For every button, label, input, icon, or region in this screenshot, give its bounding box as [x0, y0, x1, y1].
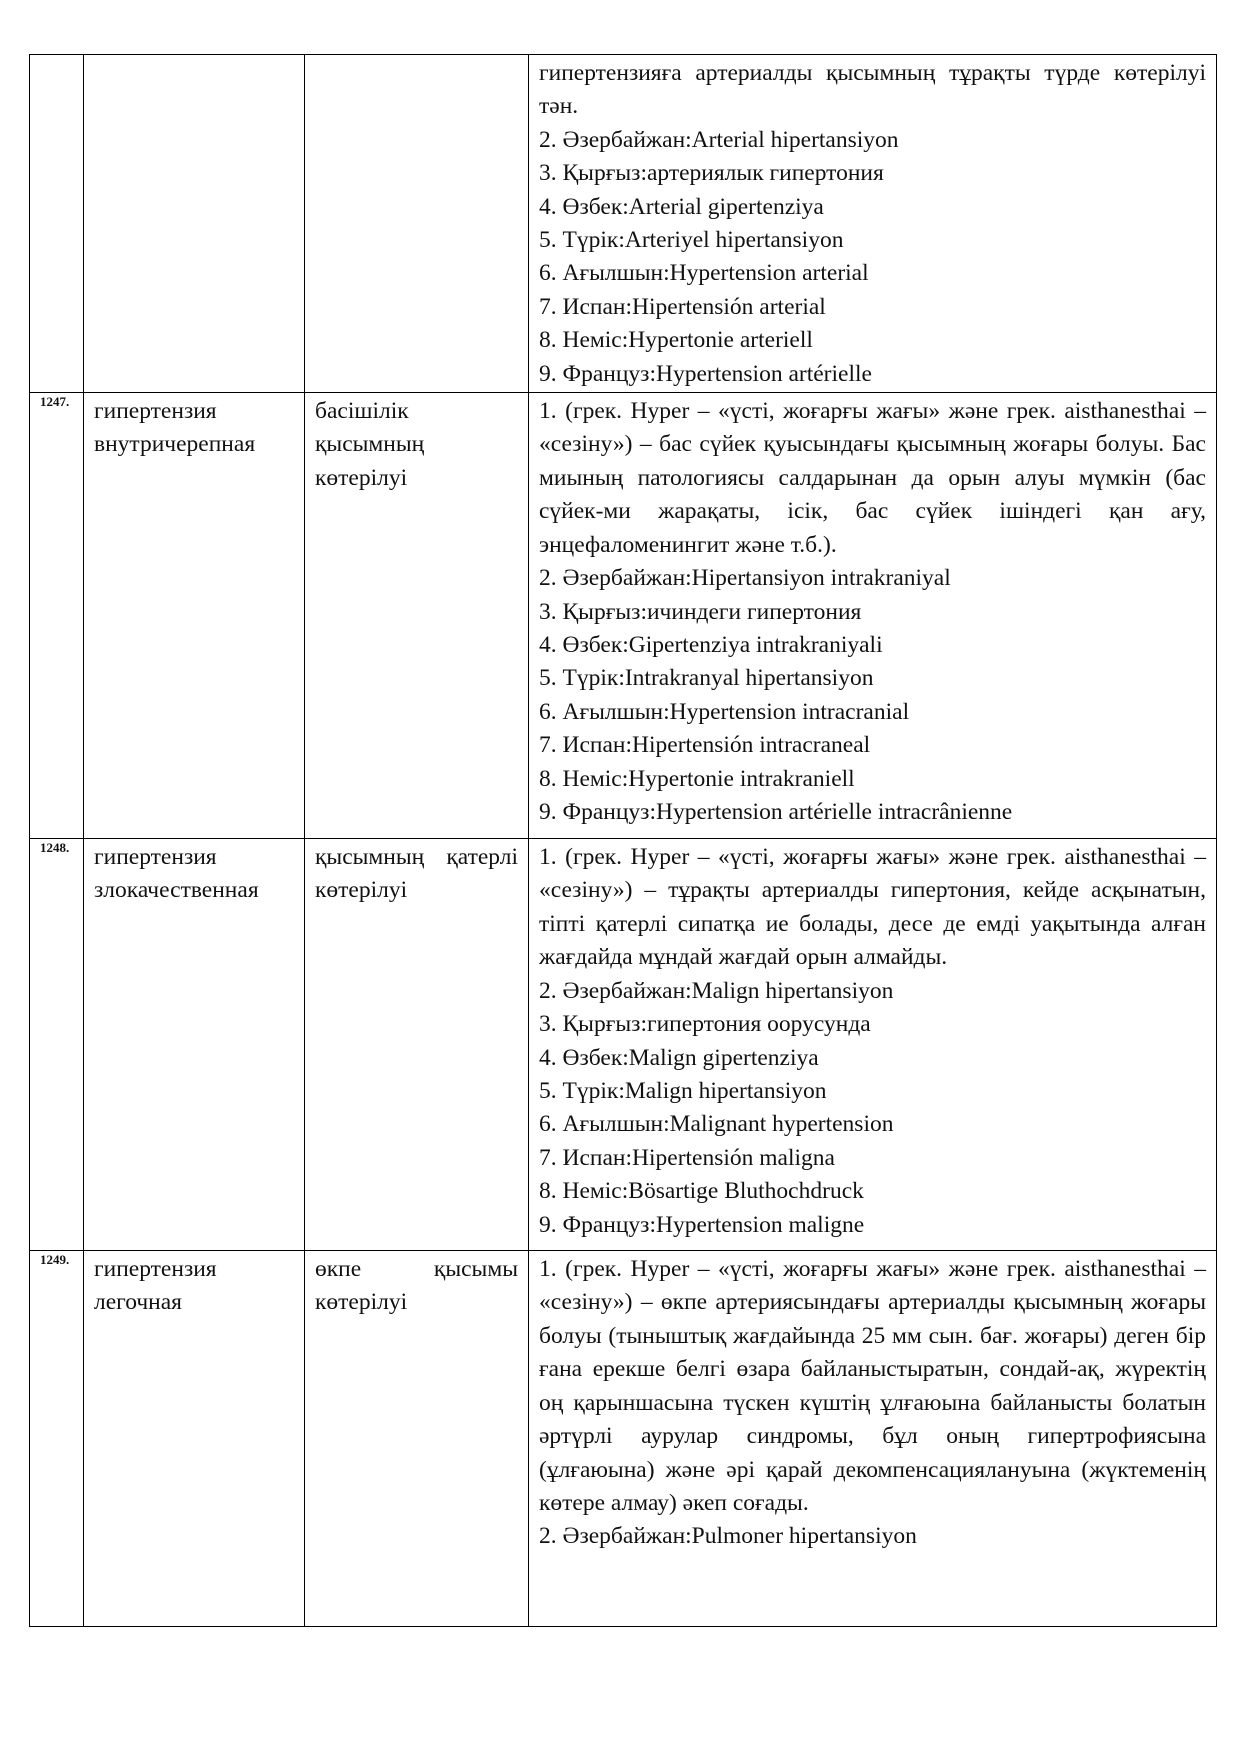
translation-line: 7. Испан:Hipertensión maligna	[539, 1144, 835, 1171]
translation-line: 4. Өзбек:Gipertenziya intrakraniyali	[539, 631, 883, 658]
kazakh-term: өкпе қысымы көтерілуі	[305, 1251, 529, 1627]
translation-line: 4. Өзбек:Arterial gipertenziya	[539, 193, 824, 220]
translation-list	[539, 562, 1206, 829]
translation-language: Түрік	[562, 227, 619, 254]
table-row	[30, 1251, 1217, 1627]
translation-number: 3.	[539, 1011, 557, 1038]
term-table-body	[30, 55, 1217, 1627]
translation-line: 6. Ағылшын:Hypertension intracranial	[539, 698, 910, 725]
definition-text: 1. (грек. Hyper – «үсті, жоғарғы жағы» және грек. aisthanesthai – «сезіну») – тұрақты артериалды гипертония, кейде асқынатын, тіпті қатерлі сипатқа ие болады, десе де емді уақытында алған жағдайда мұндай жағдай орын алмайды.	[539, 844, 1206, 971]
translation-number: 8.	[539, 765, 557, 792]
translation-line: 6. Ағылшын:Hypertension arterial	[539, 260, 869, 287]
kazakh-term: қысымның қатерлі көтерілуі	[305, 839, 529, 1251]
translation-number: 4.	[539, 193, 557, 220]
translation-line: 7. Испан:Hipertensión intracraneal	[539, 732, 871, 759]
dictionary-page	[29, 54, 1216, 1627]
description-cell	[529, 1251, 1217, 1627]
kazakh-term	[305, 55, 529, 393]
translation-language: Испан	[562, 293, 626, 320]
description-cell	[529, 55, 1217, 393]
definition-text: 1. (грек. Hyper – «үсті, жоғарғы жағы» және грек. aisthanesthai – «сезіну») – өкпе артериясындағы артериалды қысымның жоғары болуы (тыныштық жағдайында 25 мм сын. бағ. жоғары) деген бір ғана ерекше белгі өзара байланыстыратын, сондай-ақ, жүректің оң қарыншасына түскен күштің ұлғаюына байланысты болатын әртүрлі аурулар синдромы, бұл оның гипертрофиясына (ұлғаюына) және әрі қарай декомпенсациялануына (жүктеменің көтере алмау) әкеп соғады.	[539, 1256, 1206, 1516]
translation-number: 3.	[539, 598, 557, 625]
translation-language: Өзбек	[562, 193, 623, 220]
translation-value: Intrakranyal hipertansiyon	[624, 665, 874, 692]
translation-value: Arterial hipertansiyon	[691, 126, 899, 153]
translation-value: Hipertensión arterial	[632, 293, 826, 320]
translation-line: 5. Түрік:Intrakranyal hipertansiyon	[539, 665, 874, 692]
entry-number: 1249.	[30, 1251, 84, 1627]
translation-number: 9.	[539, 360, 557, 387]
translation-value: ичиндеги гипертония	[646, 598, 862, 625]
translation-value: Pulmoner hipertansiyon	[691, 1523, 917, 1550]
translation-line: 3. Қырғыз:гипертония оорусунда	[539, 1011, 871, 1038]
translation-language: Өзбек	[562, 1044, 623, 1071]
description-cell	[529, 839, 1217, 1251]
entry-number	[30, 55, 84, 393]
translation-language: Испан	[562, 732, 626, 759]
definition-text: 1. (грек. Hyper – «үсті, жоғарғы жағы» және грек. aisthanesthai – «сезіну») – бас сүйек қуысындағы қысымның жоғары болуы. Бас миының патологиясы салдарынан да орын алуы мүмкін (бас сүйек-ми жарақаты, ісік, бас сүйек ішіндегі қан ағу, энцефаломенингит және т.б.).	[539, 398, 1206, 558]
translation-number: 2.	[539, 565, 557, 592]
translation-language: Неміс	[562, 1178, 622, 1205]
definition-text: гипертензияға артериалды қысымның тұрақты түрде көтерілуі тән.	[539, 60, 1206, 120]
translation-value: Hypertension artérielle	[655, 360, 872, 387]
translation-line: 3. Қырғыз:артериялык гипертония	[539, 160, 884, 187]
entry-number: 1247.	[30, 393, 84, 839]
table-row	[30, 55, 1217, 393]
translation-language: Ағылшын	[562, 1111, 664, 1138]
translation-value: Hypertonie arteriell	[628, 327, 813, 354]
translation-value: Hypertonie intrakraniell	[628, 765, 855, 792]
translation-line: 5. Түрік:Arteriyel hipertansiyon	[539, 227, 844, 254]
translation-language: Француз	[562, 798, 650, 825]
translation-value: Hipertansiyon intrakraniyal	[691, 565, 951, 592]
translation-value: Malign gipertenziya	[628, 1044, 819, 1071]
translation-number: 3.	[539, 160, 557, 187]
translation-number: 8.	[539, 327, 557, 354]
translation-number: 5.	[539, 665, 557, 692]
translation-list	[539, 1520, 1206, 1553]
translation-line: 8. Неміс:Hypertonie arteriell	[539, 327, 813, 354]
translation-number: 6.	[539, 1111, 557, 1138]
translation-value: Bösartige Bluthochdruck	[628, 1178, 864, 1205]
translation-list	[539, 124, 1206, 391]
translation-value: Hipertensión intracraneal	[632, 732, 871, 759]
translation-value: Hipertensión maligna	[632, 1144, 835, 1171]
translation-line: 2. Әзербайжан:Hipertansiyon intrakraniyal	[539, 565, 951, 592]
translation-number: 7.	[539, 1144, 557, 1171]
translation-line: 2. Әзербайжан:Pulmoner hipertansiyon	[539, 1523, 917, 1550]
translation-value: гипертония оорусунда	[646, 1011, 871, 1038]
translation-language: Қырғыз	[562, 598, 641, 625]
translation-list	[539, 975, 1206, 1242]
translation-language: Француз	[562, 360, 650, 387]
entry-number: 1248.	[30, 839, 84, 1251]
translation-language: Әзербайжан	[562, 565, 686, 592]
translation-number: 7.	[539, 293, 557, 320]
translation-line: 9. Француз:Hypertension artérielle	[539, 360, 872, 387]
translation-line: 2. Әзербайжан:Malign hipertansiyon	[539, 977, 894, 1004]
translation-line: 6. Ағылшын:Malignant hypertension	[539, 1111, 894, 1138]
translation-number: 9.	[539, 1211, 557, 1238]
translation-language: Әзербайжан	[562, 126, 686, 153]
table-row	[30, 393, 1217, 839]
russian-term: гипертензия злокачественная	[84, 839, 305, 1251]
translation-number: 6.	[539, 260, 557, 287]
translation-number: 6.	[539, 698, 557, 725]
translation-language: Француз	[562, 1211, 650, 1238]
translation-value: Arteriyel hipertansiyon	[624, 227, 844, 254]
russian-term	[84, 55, 305, 393]
russian-term: гипертензия внутричерепная	[84, 393, 305, 839]
translation-value: Malign hipertansiyon	[624, 1077, 827, 1104]
translation-line: 7. Испан:Hipertensión arterial	[539, 293, 826, 320]
translation-number: 5.	[539, 227, 557, 254]
translation-language: Ағылшын	[562, 260, 664, 287]
translation-value: Hypertension intracranial	[669, 698, 910, 725]
translation-line: 8. Неміс:Hypertonie intrakraniell	[539, 765, 855, 792]
translation-number: 8.	[539, 1178, 557, 1205]
translation-number: 9.	[539, 798, 557, 825]
translation-language: Әзербайжан	[562, 977, 686, 1004]
translation-number: 5.	[539, 1077, 557, 1104]
translation-language: Өзбек	[562, 631, 623, 658]
table-row	[30, 839, 1217, 1251]
translation-number: 7.	[539, 732, 557, 759]
translation-line: 5. Түрік:Malign hipertansiyon	[539, 1077, 827, 1104]
translation-number: 4.	[539, 631, 557, 658]
translation-number: 2.	[539, 1523, 557, 1550]
translation-number: 2.	[539, 126, 557, 153]
description-cell	[529, 393, 1217, 839]
translation-language: Түрік	[562, 665, 619, 692]
translation-line: 4. Өзбек:Malign gipertenziya	[539, 1044, 819, 1071]
translation-language: Ағылшын	[562, 698, 664, 725]
translation-language: Испан	[562, 1144, 626, 1171]
kazakh-term: басішілік қысымның көтерілуі	[305, 393, 529, 839]
translation-line: 8. Неміс:Bösartige Bluthochdruck	[539, 1178, 864, 1205]
translation-language: Қырғыз	[562, 1011, 641, 1038]
translation-line: 2. Әзербайжан:Arterial hipertansiyon	[539, 126, 899, 153]
translation-value: Malignant hypertension	[669, 1111, 894, 1138]
translation-language: Қырғыз	[562, 160, 641, 187]
term-table	[29, 54, 1217, 1627]
translation-language: Неміс	[562, 327, 622, 354]
translation-line: 9. Француз:Hypertension maligne	[539, 1211, 865, 1238]
translation-line: 3. Қырғыз:ичиндеги гипертония	[539, 598, 862, 625]
russian-term: гипертензия легочная	[84, 1251, 305, 1627]
translation-line: 9. Француз:Hypertension artérielle intracrânienne	[539, 798, 1013, 825]
translation-value: Malign hipertansiyon	[691, 977, 894, 1004]
translation-value: Hypertension arterial	[669, 260, 869, 287]
translation-value: Arterial gipertenziya	[628, 193, 824, 220]
translation-language: Неміс	[562, 765, 622, 792]
translation-number: 2.	[539, 977, 557, 1004]
translation-value: Gipertenziya intrakraniyali	[628, 631, 883, 658]
translation-value: артериялык гипертония	[646, 160, 884, 187]
translation-value: Hypertension artérielle intracrânienne	[655, 798, 1013, 825]
translation-value: Hypertension maligne	[655, 1211, 865, 1238]
translation-language: Түрік	[562, 1077, 619, 1104]
translation-language: Әзербайжан	[562, 1523, 686, 1550]
translation-number: 4.	[539, 1044, 557, 1071]
